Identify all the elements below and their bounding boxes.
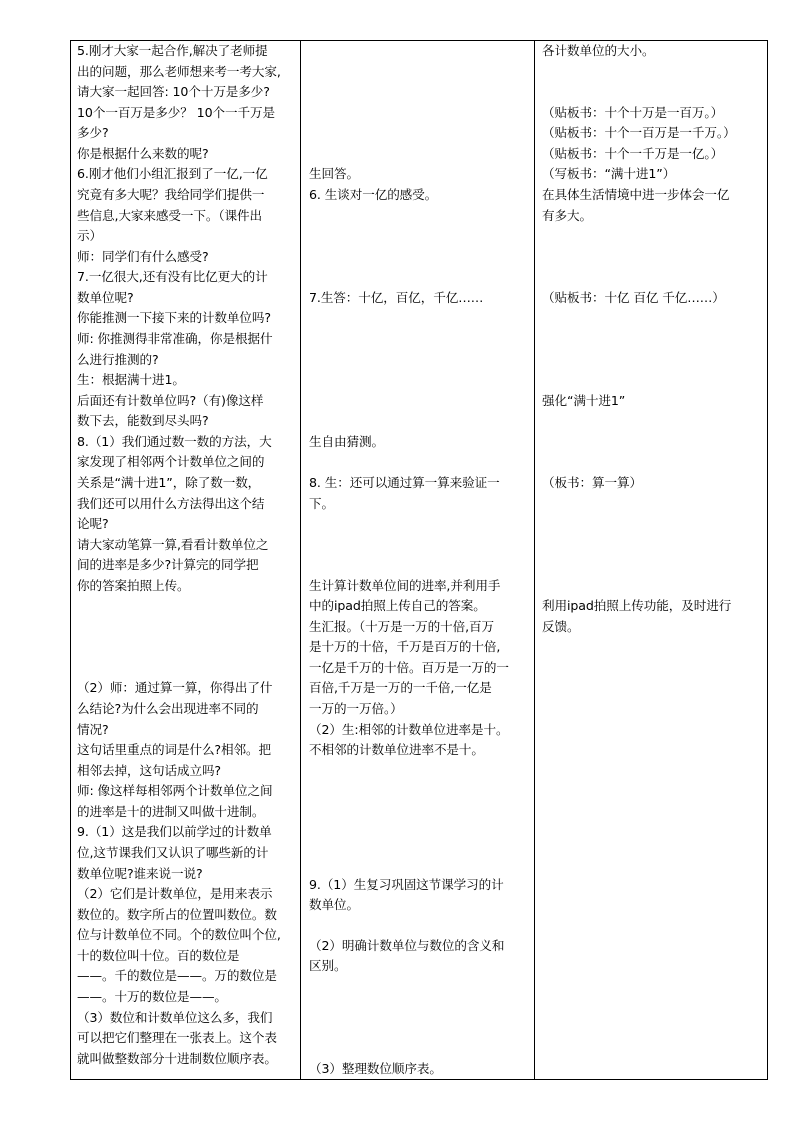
text-line: 数下去，能数到尽头吗? xyxy=(77,413,209,428)
text-line: 请大家动笔算一算,看看计数单位之 xyxy=(77,537,269,552)
text-line: 7.一亿很大,还有没有比亿更大的计 xyxy=(77,269,268,284)
text-line: 些信息,大家来感受一下。（课件出 xyxy=(77,208,263,223)
text-line: 一万的一万倍。） xyxy=(309,701,403,716)
text-line: （2）明确计数单位与数位的含义和 xyxy=(309,938,505,953)
text-line: 十的数位叫十位。百的数位是 xyxy=(77,948,240,963)
text-line: 家发现了相邻两个计数单位之间的 xyxy=(77,454,265,469)
text-line: 示） xyxy=(77,228,102,243)
text-line: 究竟有多大呢？我给同学们提供一 xyxy=(77,187,265,202)
text-line: 情况? xyxy=(77,722,109,737)
student-activity-text xyxy=(301,41,534,1079)
text-line: 生计算计数单位间的进率,并利用手 xyxy=(309,578,501,593)
text-line: 位与计数单位不同。个的数位叫个位, xyxy=(77,927,281,942)
text-line: 9.（1）生复习巩固这节课学习的计 xyxy=(309,877,504,892)
text-line: （3）整理数位顺序表。 xyxy=(309,1061,442,1076)
text-line: 师：同学们有什么感受? xyxy=(77,249,209,264)
text-line: 9.（1）这是我们以前学过的计数单 xyxy=(77,824,272,839)
text-line: （写板书：“满十进1”） xyxy=(542,166,676,181)
text-line: （2）它们是计数单位，是用来表示 xyxy=(77,886,273,901)
text-line: 论呢? xyxy=(77,516,109,531)
text-line: （3）数位和计数单位这么多，我们 xyxy=(77,1010,273,1025)
design-intent-cell xyxy=(535,41,768,1080)
text-line: 数单位呢?谁来说一说? xyxy=(77,866,203,881)
text-line: 师: 你推测得非常准确，你是根据什 xyxy=(77,331,273,346)
text-line: 数单位。 xyxy=(309,897,359,912)
text-line: 8.（1）我们通过数一数的方法，大 xyxy=(77,434,272,449)
text-line: （贴板书：十亿 百亿 千亿……） xyxy=(542,290,725,305)
text-line: 利用ipad拍照上传功能，及时进行 xyxy=(542,598,732,613)
text-line: （贴板书：十个十万是一百万。） xyxy=(542,105,724,120)
text-line: 有多大。 xyxy=(542,208,592,223)
text-line: 生回答。 xyxy=(309,166,359,181)
text-line: 下。 xyxy=(309,496,334,511)
text-line: 师: 像这样每相邻两个计数单位之间 xyxy=(77,783,273,798)
text-line: 出的问题，那么老师想来考一考大家, xyxy=(77,64,281,79)
text-line: 一亿是千万的十倍。百万是一万的一 xyxy=(309,660,509,675)
teacher-activity-cell xyxy=(71,41,301,1080)
text-line: 数位的。数字所占的位置叫数位。数 xyxy=(77,907,277,922)
text-line: （板书：算一算） xyxy=(542,475,642,490)
text-line: 反馈。 xyxy=(542,619,580,634)
lesson-plan-table xyxy=(70,40,768,1080)
student-activity-cell xyxy=(301,41,535,1080)
text-line: 多少? xyxy=(77,125,109,140)
text-line: 这句话里重点的词是什么?相邻。把 xyxy=(77,742,271,757)
text-line: 6. 生谈对一亿的感受。 xyxy=(309,187,438,202)
text-line: 区别。 xyxy=(309,958,347,973)
text-line: 可以把它们整理在一张表上。这个表 xyxy=(77,1030,277,1045)
text-line: ——。十万的数位是——。 xyxy=(77,989,227,1004)
text-line: 间的进率是多少?计算完的同学把 xyxy=(77,557,259,572)
text-line: 就叫做整数部分十进制数位顺序表。 xyxy=(77,1051,277,1066)
text-line: 7.生答：十亿，百亿，千亿…… xyxy=(309,290,484,305)
text-line: 后面还有计数单位吗?（有)像这样 xyxy=(77,393,264,408)
text-line: 百倍,千万是一万的一千倍,一亿是 xyxy=(309,680,492,695)
text-line: 相邻去掉，这句话成立吗? xyxy=(77,763,222,778)
text-line: 生自由猜测。 xyxy=(309,434,384,449)
text-line: 你的答案拍照上传。 xyxy=(77,578,190,593)
text-line: （2）师：通过算一算，你得出了什 xyxy=(77,680,273,695)
design-intent-text xyxy=(535,41,767,1079)
text-line: 我们还可以用什么方法得出这个结 xyxy=(77,496,265,511)
text-line: 10个一百万是多少？ 10个一千万是 xyxy=(77,105,275,120)
text-line: 么结论?为什么会出现进率不同的 xyxy=(77,701,259,716)
text-line: 强化“满十进1” xyxy=(542,393,626,408)
text-line: （贴板书：十个一百万是一千万。） xyxy=(542,125,736,140)
text-line: （2）生:相邻的计数单位进率是十。 xyxy=(309,722,509,737)
text-line: 么进行推测的? xyxy=(77,352,159,367)
text-line: 你能推测一下接下来的计数单位吗? xyxy=(77,310,271,325)
text-line: 生：根据满十进1。 xyxy=(77,372,185,387)
text-line: 是十万的十倍，千万是百万的十倍, xyxy=(309,639,501,654)
text-line: 5.刚才大家一起合作,解决了老师提 xyxy=(77,43,268,58)
text-line: 生汇报。（十万是一万的十倍,百万 xyxy=(309,619,495,634)
teacher-activity-text xyxy=(71,41,300,1079)
text-line: 位,这节课我们又认识了哪些新的计 xyxy=(77,845,269,860)
text-line: 不相邻的计数单位进率不是十。 xyxy=(309,742,484,757)
text-line: 请大家一起回答: 10个十万是多少? xyxy=(77,84,270,99)
text-line: 在具体生活情境中进一步体会一亿 xyxy=(542,187,730,202)
table-row xyxy=(71,41,768,1080)
text-line: 你是根据什么来数的呢? xyxy=(77,146,209,161)
text-line: 的进率是十的进制又叫做十进制。 xyxy=(77,804,265,819)
text-line: 数单位呢? xyxy=(77,290,134,305)
text-line: 中的ipad拍照上传自己的答案。 xyxy=(309,598,486,613)
text-line: 8. 生：还可以通过算一算来验证一 xyxy=(309,475,500,490)
text-line: 各计数单位的大小。 xyxy=(542,43,655,58)
text-line: （贴板书：十个一千万是一亿。） xyxy=(542,146,724,161)
text-line: 6.刚才他们小组汇报到了一亿,一亿 xyxy=(77,166,268,181)
text-line: ——。千的数位是——。万的数位是 xyxy=(77,968,277,983)
text-line: 关系是“满十进1”，除了数一数， xyxy=(77,475,261,490)
